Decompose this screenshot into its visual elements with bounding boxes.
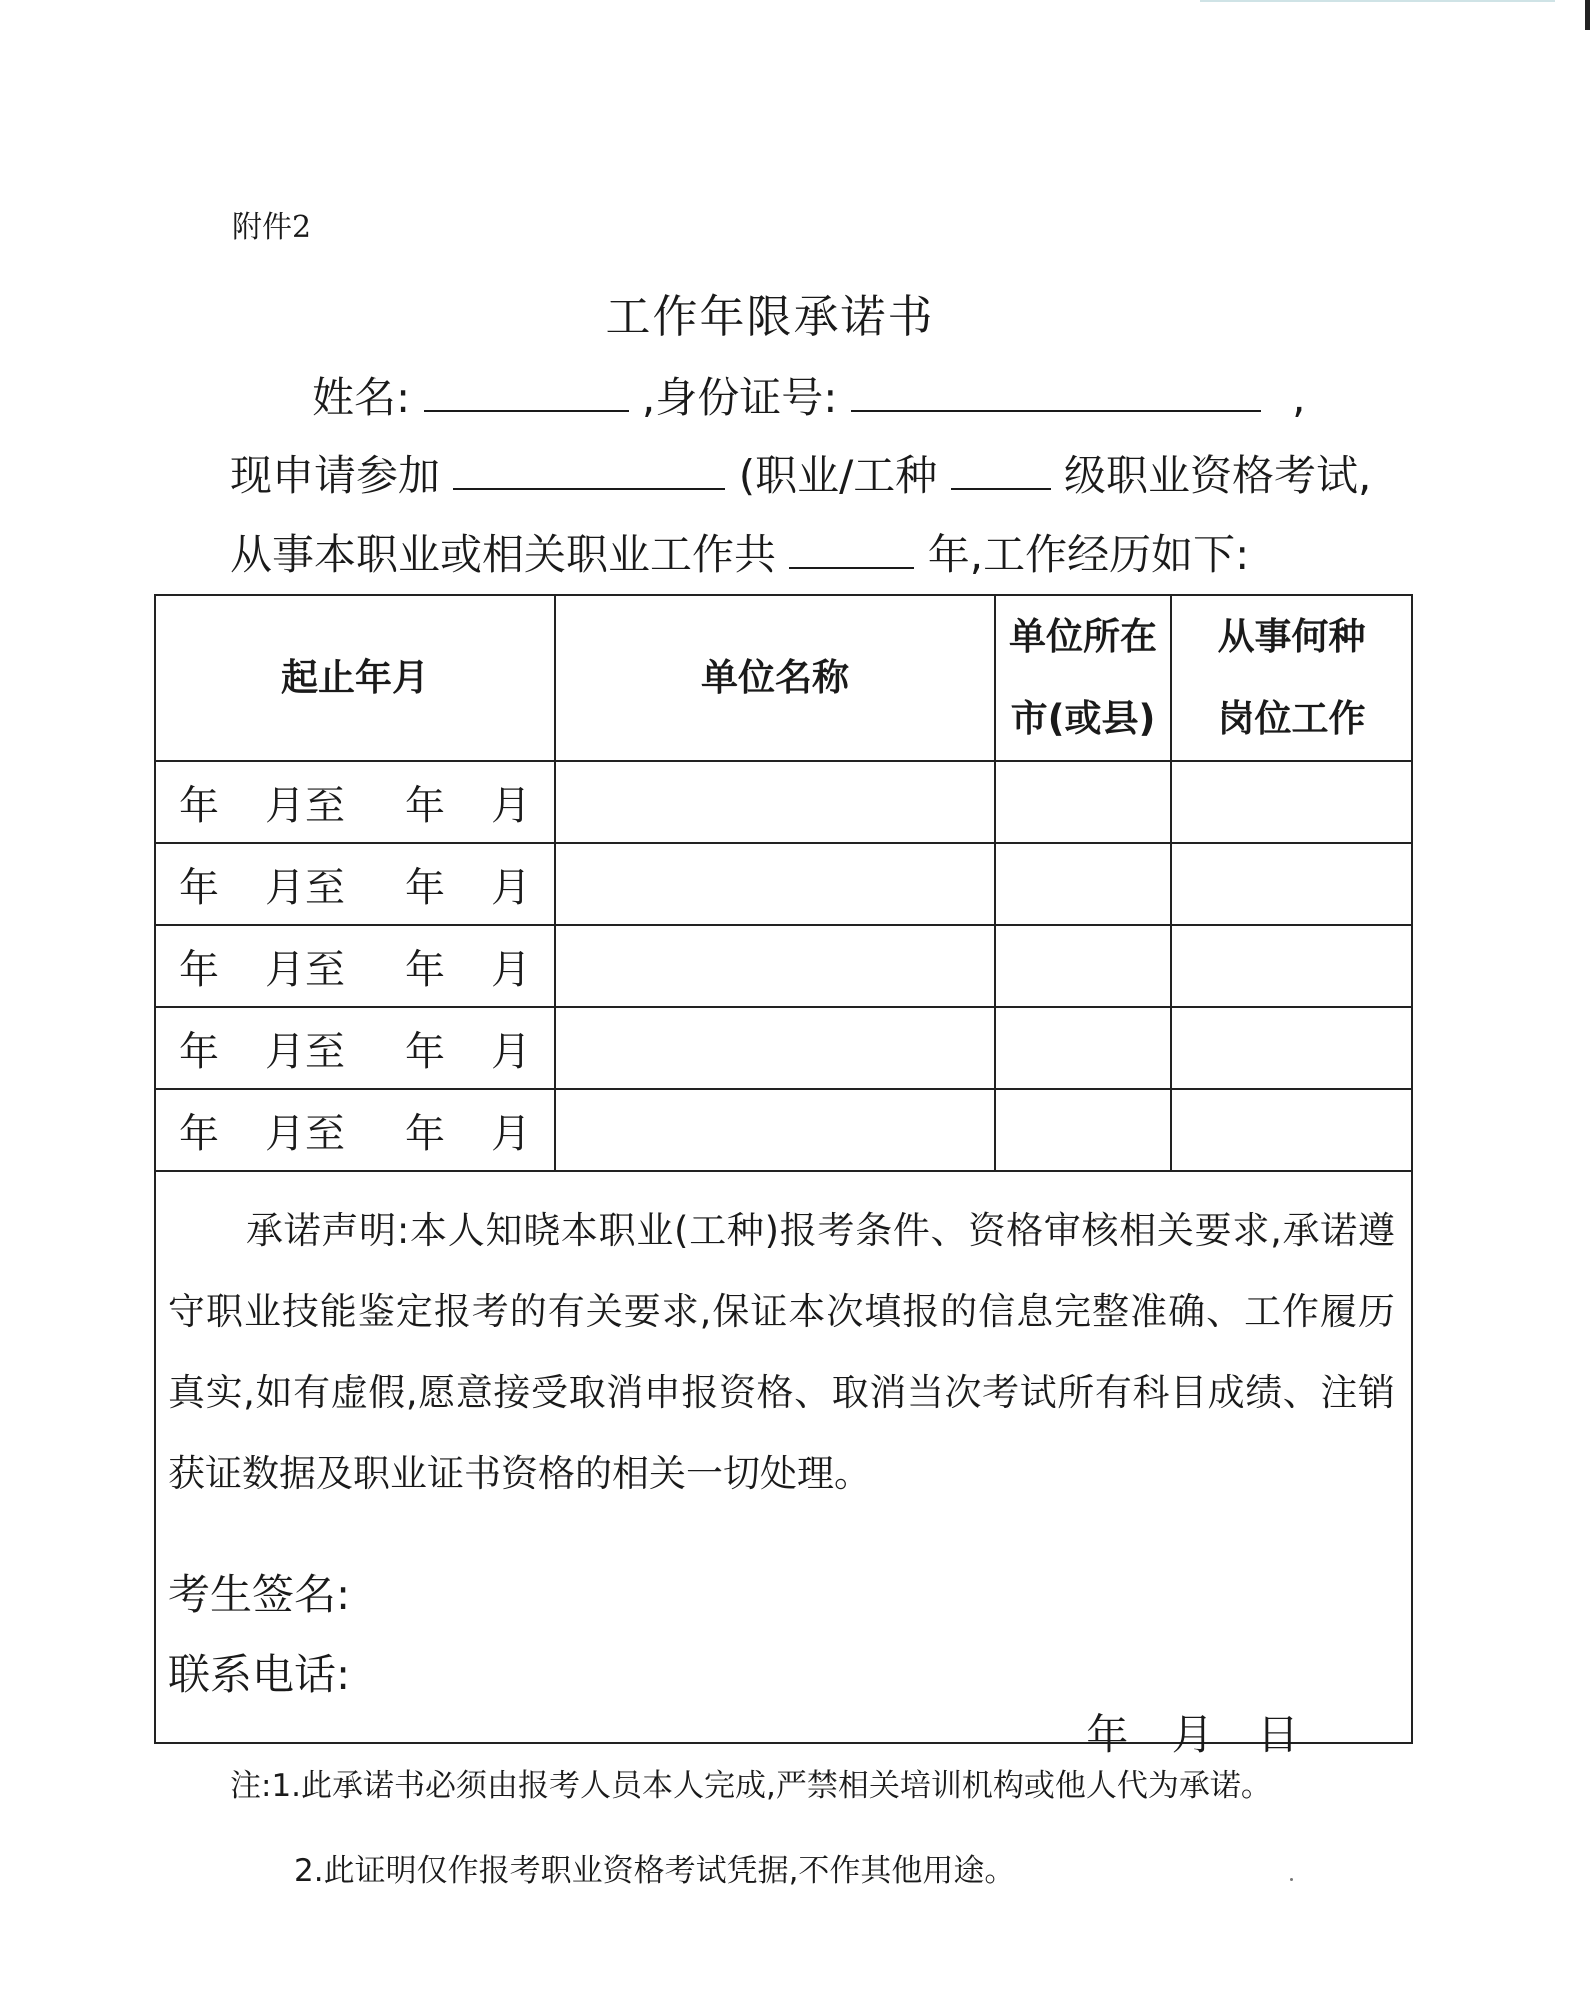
period-month-start: 月至	[265, 946, 345, 993]
period-cell[interactable]	[155, 761, 555, 843]
exam-blank[interactable]	[453, 448, 725, 490]
unit-city-cell[interactable]	[995, 925, 1171, 1007]
years-prefix: 从事本职业或相关职业工作共	[230, 530, 777, 579]
period-cell[interactable]	[155, 1007, 555, 1089]
apply-line	[230, 443, 1371, 503]
unit-name-cell[interactable]	[555, 843, 995, 925]
header-position-line2: 岗位工作	[1217, 697, 1366, 740]
attachment-label: 附件2	[232, 210, 312, 245]
unit-name-cell[interactable]	[555, 1007, 995, 1089]
unit-city-cell[interactable]	[995, 843, 1171, 925]
table-row	[155, 925, 1412, 1007]
period-year-end: 年	[405, 782, 445, 829]
period-month-end: 月	[491, 1110, 531, 1157]
period-month-end: 月	[491, 864, 531, 911]
note-1: 注:1.此承诺书必须由报考人员本人完成,严禁相关培训机构或他人代为承诺。	[230, 1768, 1272, 1804]
scan-speck	[1290, 1878, 1293, 1881]
period-year-end: 年	[405, 1028, 445, 1075]
period-cell[interactable]	[155, 925, 555, 1007]
period-cell[interactable]	[155, 1089, 555, 1171]
line1-comma: ,	[1292, 373, 1306, 422]
period-year-start: 年	[179, 1110, 219, 1157]
unit-city-cell[interactable]	[995, 1089, 1171, 1171]
id-number-blank[interactable]	[851, 370, 1261, 412]
unit-name-cell[interactable]	[555, 1089, 995, 1171]
signature-label[interactable]: 考生签名:	[168, 1570, 351, 1619]
period-month-end: 月	[491, 782, 531, 829]
table-header-row	[155, 595, 1412, 761]
period-year-start: 年	[179, 1028, 219, 1075]
years-blank[interactable]	[789, 527, 914, 569]
apply-suffix: 级职业资格考试,	[1064, 451, 1372, 500]
years-suffix: 年,工作经历如下:	[927, 530, 1250, 579]
scan-artifact-line	[1200, 0, 1555, 2]
period-month-start: 月至	[265, 864, 345, 911]
apply-prefix: 现申请参加	[230, 451, 441, 500]
page-title: 工作年限承诺书	[605, 290, 935, 343]
period-year-start: 年	[179, 946, 219, 993]
table-row	[155, 843, 1412, 925]
table-row	[155, 1007, 1412, 1089]
phone-label[interactable]: 联系电话:	[168, 1650, 351, 1699]
header-position	[1171, 595, 1412, 761]
promise-statement: 承诺声明:本人知晓本职业(工种)报考条件、资格审核相关要求,承诺遵守职业技能鉴定报考的有关要求,保证本次填报的信息完整准确、工作履历真实,如有虚假,愿意接受取消申报资格、取消当次考试所有科目成绩、注销获证数据及职业证书资格的相关一切处理。	[168, 1209, 1395, 1495]
promise-row	[155, 1171, 1412, 1743]
position-cell[interactable]	[1171, 1089, 1412, 1171]
header-position-line1: 从事何种	[1217, 615, 1366, 658]
period-month-start: 月至	[265, 1028, 345, 1075]
table-row	[155, 761, 1412, 843]
period-year-end: 年	[405, 1110, 445, 1157]
name-label: 姓名:	[312, 373, 411, 422]
period-month-end: 月	[491, 946, 531, 993]
period-month-start: 月至	[265, 782, 345, 829]
name-id-line	[312, 365, 1305, 425]
unit-city-cell[interactable]	[995, 761, 1171, 843]
unit-name-cell[interactable]	[555, 761, 995, 843]
period-year-start: 年	[179, 782, 219, 829]
note-2: 2.此证明仅作报考职业资格考试凭据,不作其他用途。	[294, 1853, 1016, 1889]
period-year-end: 年	[405, 864, 445, 911]
unit-name-cell[interactable]	[555, 925, 995, 1007]
work-history-table	[154, 594, 1413, 1759]
period-month-start: 月至	[265, 1110, 345, 1157]
scan-artifact-edge	[1585, 0, 1590, 30]
position-cell[interactable]	[1171, 843, 1412, 925]
header-period: 起止年月	[155, 595, 555, 761]
period-cell[interactable]	[155, 843, 555, 925]
header-unit-name: 单位名称	[555, 595, 995, 761]
period-year-start: 年	[179, 864, 219, 911]
period-year-end: 年	[405, 946, 445, 993]
years-line	[230, 522, 1249, 582]
unit-city-cell[interactable]	[995, 1007, 1171, 1089]
date-line[interactable]: 年 月 日	[1086, 1710, 1299, 1759]
id-label: ,身份证号:	[641, 373, 838, 422]
header-unit-city-line2: 市(或县)	[1010, 697, 1156, 740]
name-blank[interactable]	[424, 370, 629, 412]
position-cell[interactable]	[1171, 1007, 1412, 1089]
position-cell[interactable]	[1171, 925, 1412, 1007]
promise-cell	[155, 1171, 1412, 1759]
apply-middle: (职业/工种	[738, 451, 938, 500]
header-unit-city-line1: 单位所在	[1009, 615, 1157, 658]
level-blank[interactable]	[951, 448, 1051, 490]
table-row	[155, 1089, 1412, 1171]
period-month-end: 月	[491, 1028, 531, 1075]
position-cell[interactable]	[1171, 761, 1412, 843]
header-unit-city	[995, 595, 1171, 761]
